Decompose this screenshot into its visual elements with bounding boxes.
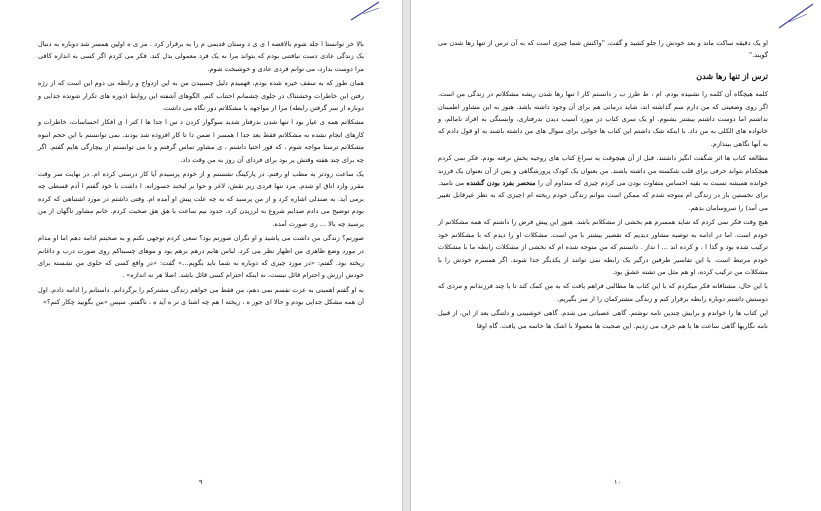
right-page-number: ۱۰ — [614, 478, 621, 486]
section-heading: ترس از تنها رها شدن — [696, 70, 768, 81]
bold-phrase: منحصر بفرد بودن گشنده — [466, 179, 536, 188]
right-paragraph-1: او یک دقیقه ساکت ماند و بعد خودش را جلو کشید و گفت، "واکنش شما چیزی است که به آن ترس از تنها رها شدن می گویند." — [438, 39, 768, 60]
right-page-text — [438, 37, 768, 334]
left-paragraph-5: صورتم؟ زندگی من داشت می پاشید و او نگران صورتم بود؟ سعی کردم توجهی نکنم و به صحبتم ادامه دهم اما او مدام در مورد وضع ظاهری من اظهار نظر می کرد. لباس هایم درهم برهم بود و موهای چسبناکم روی صورت درب و داغانم ریخته بود. گفتم: «در مورد چیزی که دوباره به شما باید بگویم...» گفت: «در واقع کسی که جلوی من نشسته برای خودش ارزش و احترام قائل نیست، نه اینکه احترام کسی قائل باشد. اصلا هر نه اندازه» . — [38, 234, 364, 280]
right-page — [410, 0, 821, 511]
left-page-number: ۹ — [199, 478, 203, 486]
left-paragraph-6: به او گفتم اهمیتی به عزت نفسم نمی دهم، من فقط می خواهم زندگی مشترکم را برگردانم. داستانم را ادامه دادم. اول آن همه مشکل جدایی بودم و حالا ای جور ه ، ریخته ا هم چه اشنا ی تر ه آید ه ، ناگفتم. سپس «من بگویید چکار کنم؟» — [38, 285, 364, 307]
right-paragraph-4: هیچ وقت فکر نمی کردم که شاید همسرم هم بخشی از مشکلاتم باشد. هنوز این پیش فرض را داشتم که همه مشکلاتم از خودم است. اما در ادامه به توصیه مشاور دیدیم که تقصیر بیشتر با من است. مشکلات او را دیدم که با مشکلاتم خود ترکیب شده بود و گذا ا ، و کرده اند ... ا نداز . دانستم که من متوجه شده ام که بخشی از مشکلات رابطه ما با مشکلات خودم مرتبط است. با این تفاسیر طرفین درگیر یک رابطه نمی توانند از یکدیگر جدا شوند. اگر همسرم خودش را با مشکلات من ترکیب کرده، او هم مثل من تشنه عشق بود. — [438, 218, 768, 276]
right-paragraph-6: این کتاب ها را خواندم و برایش چندین نامه نوشتم. گاهی عصبانی می شدم. گاهی خوشبینی و دلتنگی بعد از این، از قبیل نامه نگاریها گاهی ساعت ها با هم حرف می زدیم. این صحبت ها معمولا با اشک ها خاتمه می یافت. گاه اوقا — [438, 309, 768, 330]
right-paragraph-5: با این حال، مشتاقانه فکر میکردم که با این کتاب ها مطالبی فراهم یافت که به من کمک کند تا با چند فرزندانم و مردی که دوستش داشتم دوباره رابطه برقرار کنم و زندگی مشترکمان را از سر بگیریم. — [438, 282, 768, 303]
book-gutter — [403, 0, 410, 511]
left-page-text — [38, 38, 364, 311]
left-paragraph-1: بالا خر توانستا ا جلد شوم بالاقصه ا ی ی د وستان قدیمی م را به برقرار کرد . مر ی ه اولین همسر شد دوباره به دنبال یک زندگی عادی دست نیافتنی بودم که بتواند مرا به یک فرد معمولی بدل کند. فکر می کردم اگر کسی به اندازه کافی مرا دوست بدارد، می توانم فردی عادی و خوشبخت شوم. — [38, 40, 364, 73]
pen-stroke-icon — [349, 0, 385, 24]
left-page — [0, 0, 403, 511]
left-paragraph-2: همان طور که به سقف خیره شده بودم، فهمیدم دلیل چسبیدن من به این ازدواج و رابطه بی دوم این است که از رژه رفتن این خاطرات وحشتناک در جلوی چشمانم اجتناب کنم. الگوهای آشفته این روابط (دوره های تکرار شونده جدایی و دوباره از سر گرفتن رابطه) مرا از مواجهه با مشکلاتم دور نگاه می داشت. — [38, 79, 364, 113]
left-paragraph-3: مشکلاتم همه ی عیار بود ا تنها شدن بدرفتار شدید سوگوار کردن د س ا جدا ها ا کتر ا ی افکار احساسات، خاطرات و کارهای انجام نشده به مشکلاتم فقط بعد جدا ا همسر ا ضمن دا تا کار افزوده شد بودند. نمی توانستم با این حجم انبوه مشکلاتم ترستا مواجه شوم ، که فور احتیا داشتم ، ی مشاور تماس گرفتم و تا می توانستم از بیچارگی هایم گفتم. اگر چه برای چند هفته وقتش پر بود برای فردای آن روز به من وقت داد. — [38, 118, 364, 164]
right-paragraph-2: کلمه هیچگاه آن کلمه را نشنیده بودم. ام ، ط طرز ب ر دانستم کار ا تنها رها شدن ریشه مشکلاتم در زندگی من است. اگر روی وضعیتی که من دارم سم گذاشته اند، شاید درمانی هم برای آن وجود داشته باشد. هنوز به این مشاور اطمینان نداشتم اما دوست داشتم بیشتر بشنوم. او یک سری کتاب در مورد آسیب دیدن بدرفتاری، وابستگی به افراد نامالم، و خانواده های الکلی به من داد. با اینکه شک داشتم این کتاب ها جوابی برای سوال های من داشته باشند به او قول دادم که به آنها نگاهی بیندازم. — [438, 90, 768, 148]
left-paragraph-4: یک ساعت زودتر به مطب او رفتم. در پارکینگ نشستم و از خودم پرسیدم آیا کار درستی کرده ام. در نهایت سر وقت مقرر وارد اتاق او شدم. مرد تنها فردی ریز نقش، لاغر و حوا بر لبخند جسورانه. ا داشت با خود گفتم ا آدم قسطی چه برمی آید. به صندلی اشاره کرد و از من پرسید که به چه علت پیش او آمده ام. وقتی داشتم در مورد اشتباهی که کرده بودم توضیح می دادم صدایم شروع به لرزیدن کرد. حدود نیم ساعت با هق هق صحبت کردم. خانم مشاور ناگهان از من پرسید چه بالا ... ری صورت آمده. — [38, 170, 364, 228]
right-paragraph-3: مطالعه کتاب ها اثر شگفت انگیز داشتند. قبل از آن هیچوقت به سراغ کتاب های روحیه بخش نرفته بودم. فکر نمی کردم هیچکدام بتواند حرفی برای قلب شکسته من داشته باشند. من بعنوان یک کودک پرورشگاهی و پس از آن بعنوان یک فرزند خوانده همیشه نسبت به بقیه احساس متفاوت بودن می کردم چیزی که متداوم آن را منحصر بفرد بودن گشنده می نامید. برای نخستین بار در زندگی ام متوجه شدم که ممکن است بتوانم زندگی خودم ریخته ام (چیزی که به نظر غیرقابل تغییر می آمد) را سروسامان بدهم. — [438, 154, 768, 212]
pen-stroke-icon — [777, 2, 817, 32]
